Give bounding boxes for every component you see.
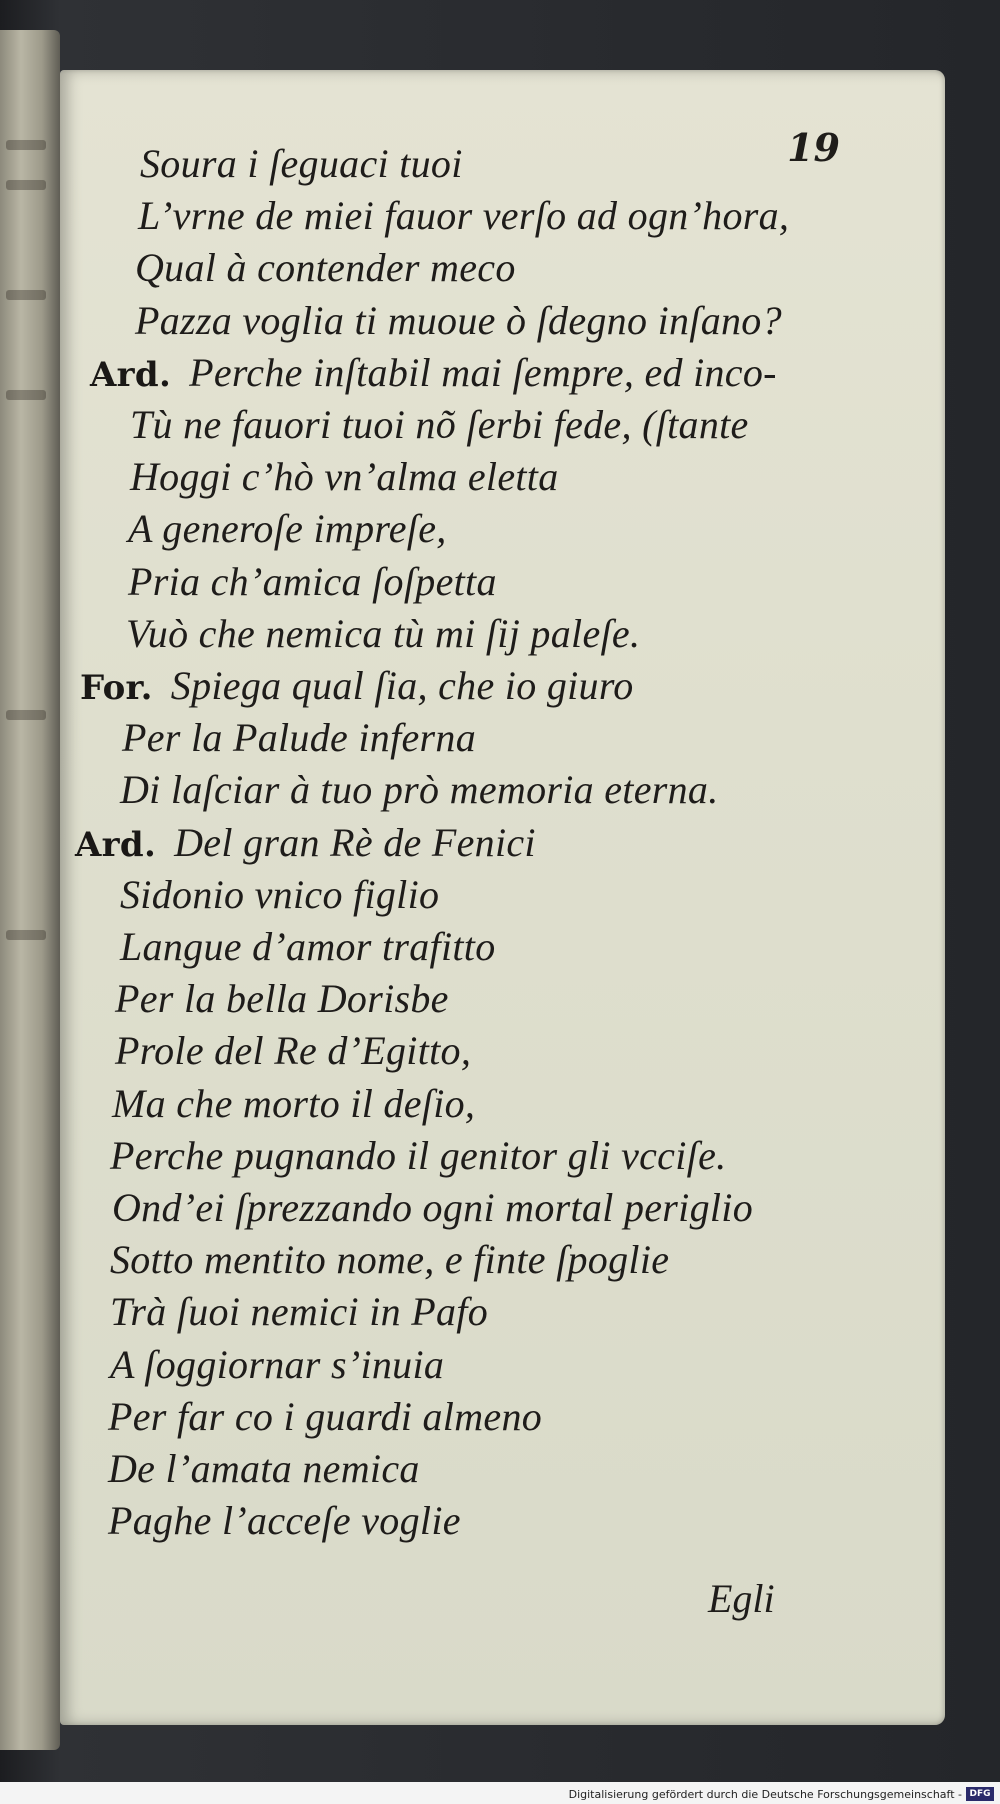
verse-text: Perche pugnando il genitor gli vcciſe.	[110, 1132, 727, 1178]
verse-text: Langue d’amor trafitto	[120, 924, 496, 969]
text-line	[90, 349, 777, 396]
verse-text: Di laſciar à tuo prò memoria eterna.	[120, 767, 719, 813]
text-line	[108, 1497, 461, 1544]
text-line	[108, 1393, 542, 1440]
verse-text: Sidonio vnico figlio	[120, 871, 440, 917]
text-line	[122, 714, 476, 761]
text-line	[138, 192, 789, 239]
verse-text: Ond’ei ſprezzando ogni mortal periglio	[112, 1185, 754, 1230]
edge-mark	[6, 930, 46, 940]
text-line	[130, 401, 749, 448]
verse-text: Per far co i guardi almeno	[108, 1393, 543, 1439]
verse-text: Qual à contender meco	[135, 245, 516, 291]
text-line	[120, 923, 496, 970]
text-line	[112, 1184, 753, 1231]
verse-text: Sotto mentito nome, e finte ſpoglie	[110, 1237, 670, 1283]
verse-text: Vuò che nemica tù mi ſij paleſe.	[126, 610, 641, 656]
edge-mark	[6, 140, 46, 150]
text-line	[120, 871, 439, 918]
verse-text: Del gran Rè de Fenici	[174, 819, 536, 865]
text-line	[80, 662, 634, 709]
verse-text: De l’amata nemica	[108, 1446, 420, 1491]
text-line	[130, 453, 559, 500]
text-line	[115, 975, 449, 1022]
verse-text: Ma che morto il deſio,	[112, 1080, 476, 1126]
text-line	[126, 610, 640, 657]
verse-text: Trà ſuoi nemici in Pafo	[110, 1289, 489, 1335]
text-line	[135, 297, 782, 344]
dfg-logo: DFG	[966, 1787, 994, 1801]
speaker-label: Ard.	[75, 824, 157, 865]
speaker-label: For.	[80, 668, 153, 708]
digitization-footer	[0, 1782, 1000, 1804]
left-page-edge	[0, 30, 60, 1750]
book-page	[60, 70, 945, 1725]
verse-text: Tù ne fauori tuoi nõ ſerbi fede, (ſtante	[130, 402, 749, 447]
text-line	[110, 1132, 726, 1179]
verse-text: Pazza voglia ti muoue ò ſdegno inſano?	[135, 297, 782, 343]
verse-text: Pria ch’amica ſoſpetta	[128, 558, 497, 604]
verse-text: Per la Palude inferna	[122, 715, 477, 761]
text-line	[110, 1341, 444, 1388]
text-line	[110, 1288, 488, 1335]
speaker-label: Ard.	[90, 354, 172, 395]
verse-text: A generoſe impreſe,	[128, 506, 447, 552]
text-line	[120, 766, 719, 813]
edge-mark	[6, 290, 46, 300]
text-line	[112, 1080, 475, 1127]
verse-text: L’vrne de miei fauor verſo ad ogn’hora,	[138, 193, 790, 239]
verse-text: Hoggi c’hò vn’alma eletta	[130, 454, 559, 500]
verse-text: Prole del Re d’Egitto,	[115, 1028, 472, 1074]
text-line	[135, 244, 516, 291]
verse-text: Per la bella Dorisbe	[115, 976, 449, 1022]
verse-text: Soura i ſeguaci tuoi	[140, 141, 463, 186]
edge-mark	[6, 180, 46, 190]
text-line	[128, 558, 497, 605]
text-line	[140, 140, 463, 187]
catchword: Egli	[708, 1576, 775, 1621]
text-line	[115, 1027, 471, 1074]
verse-text: A ſoggiornar s’inuia	[110, 1341, 445, 1387]
verse-text: Perche inſtabil mai ſempre, ed inco-	[189, 349, 777, 395]
verse-text: Spiega qual ſia, che io giuro	[170, 663, 634, 708]
edge-mark	[6, 390, 46, 400]
text-line	[128, 505, 447, 552]
text-line	[110, 1236, 669, 1283]
edge-mark	[6, 710, 46, 720]
text-line	[108, 1445, 420, 1492]
page-number: 19	[787, 125, 840, 170]
footer-credit-text: Digitalisierung gefördert durch die Deutsche Forschungsgemeinschaft -	[568, 1788, 962, 1801]
verse-text: Paghe l’acceſe voglie	[108, 1498, 461, 1544]
text-line	[75, 819, 536, 866]
